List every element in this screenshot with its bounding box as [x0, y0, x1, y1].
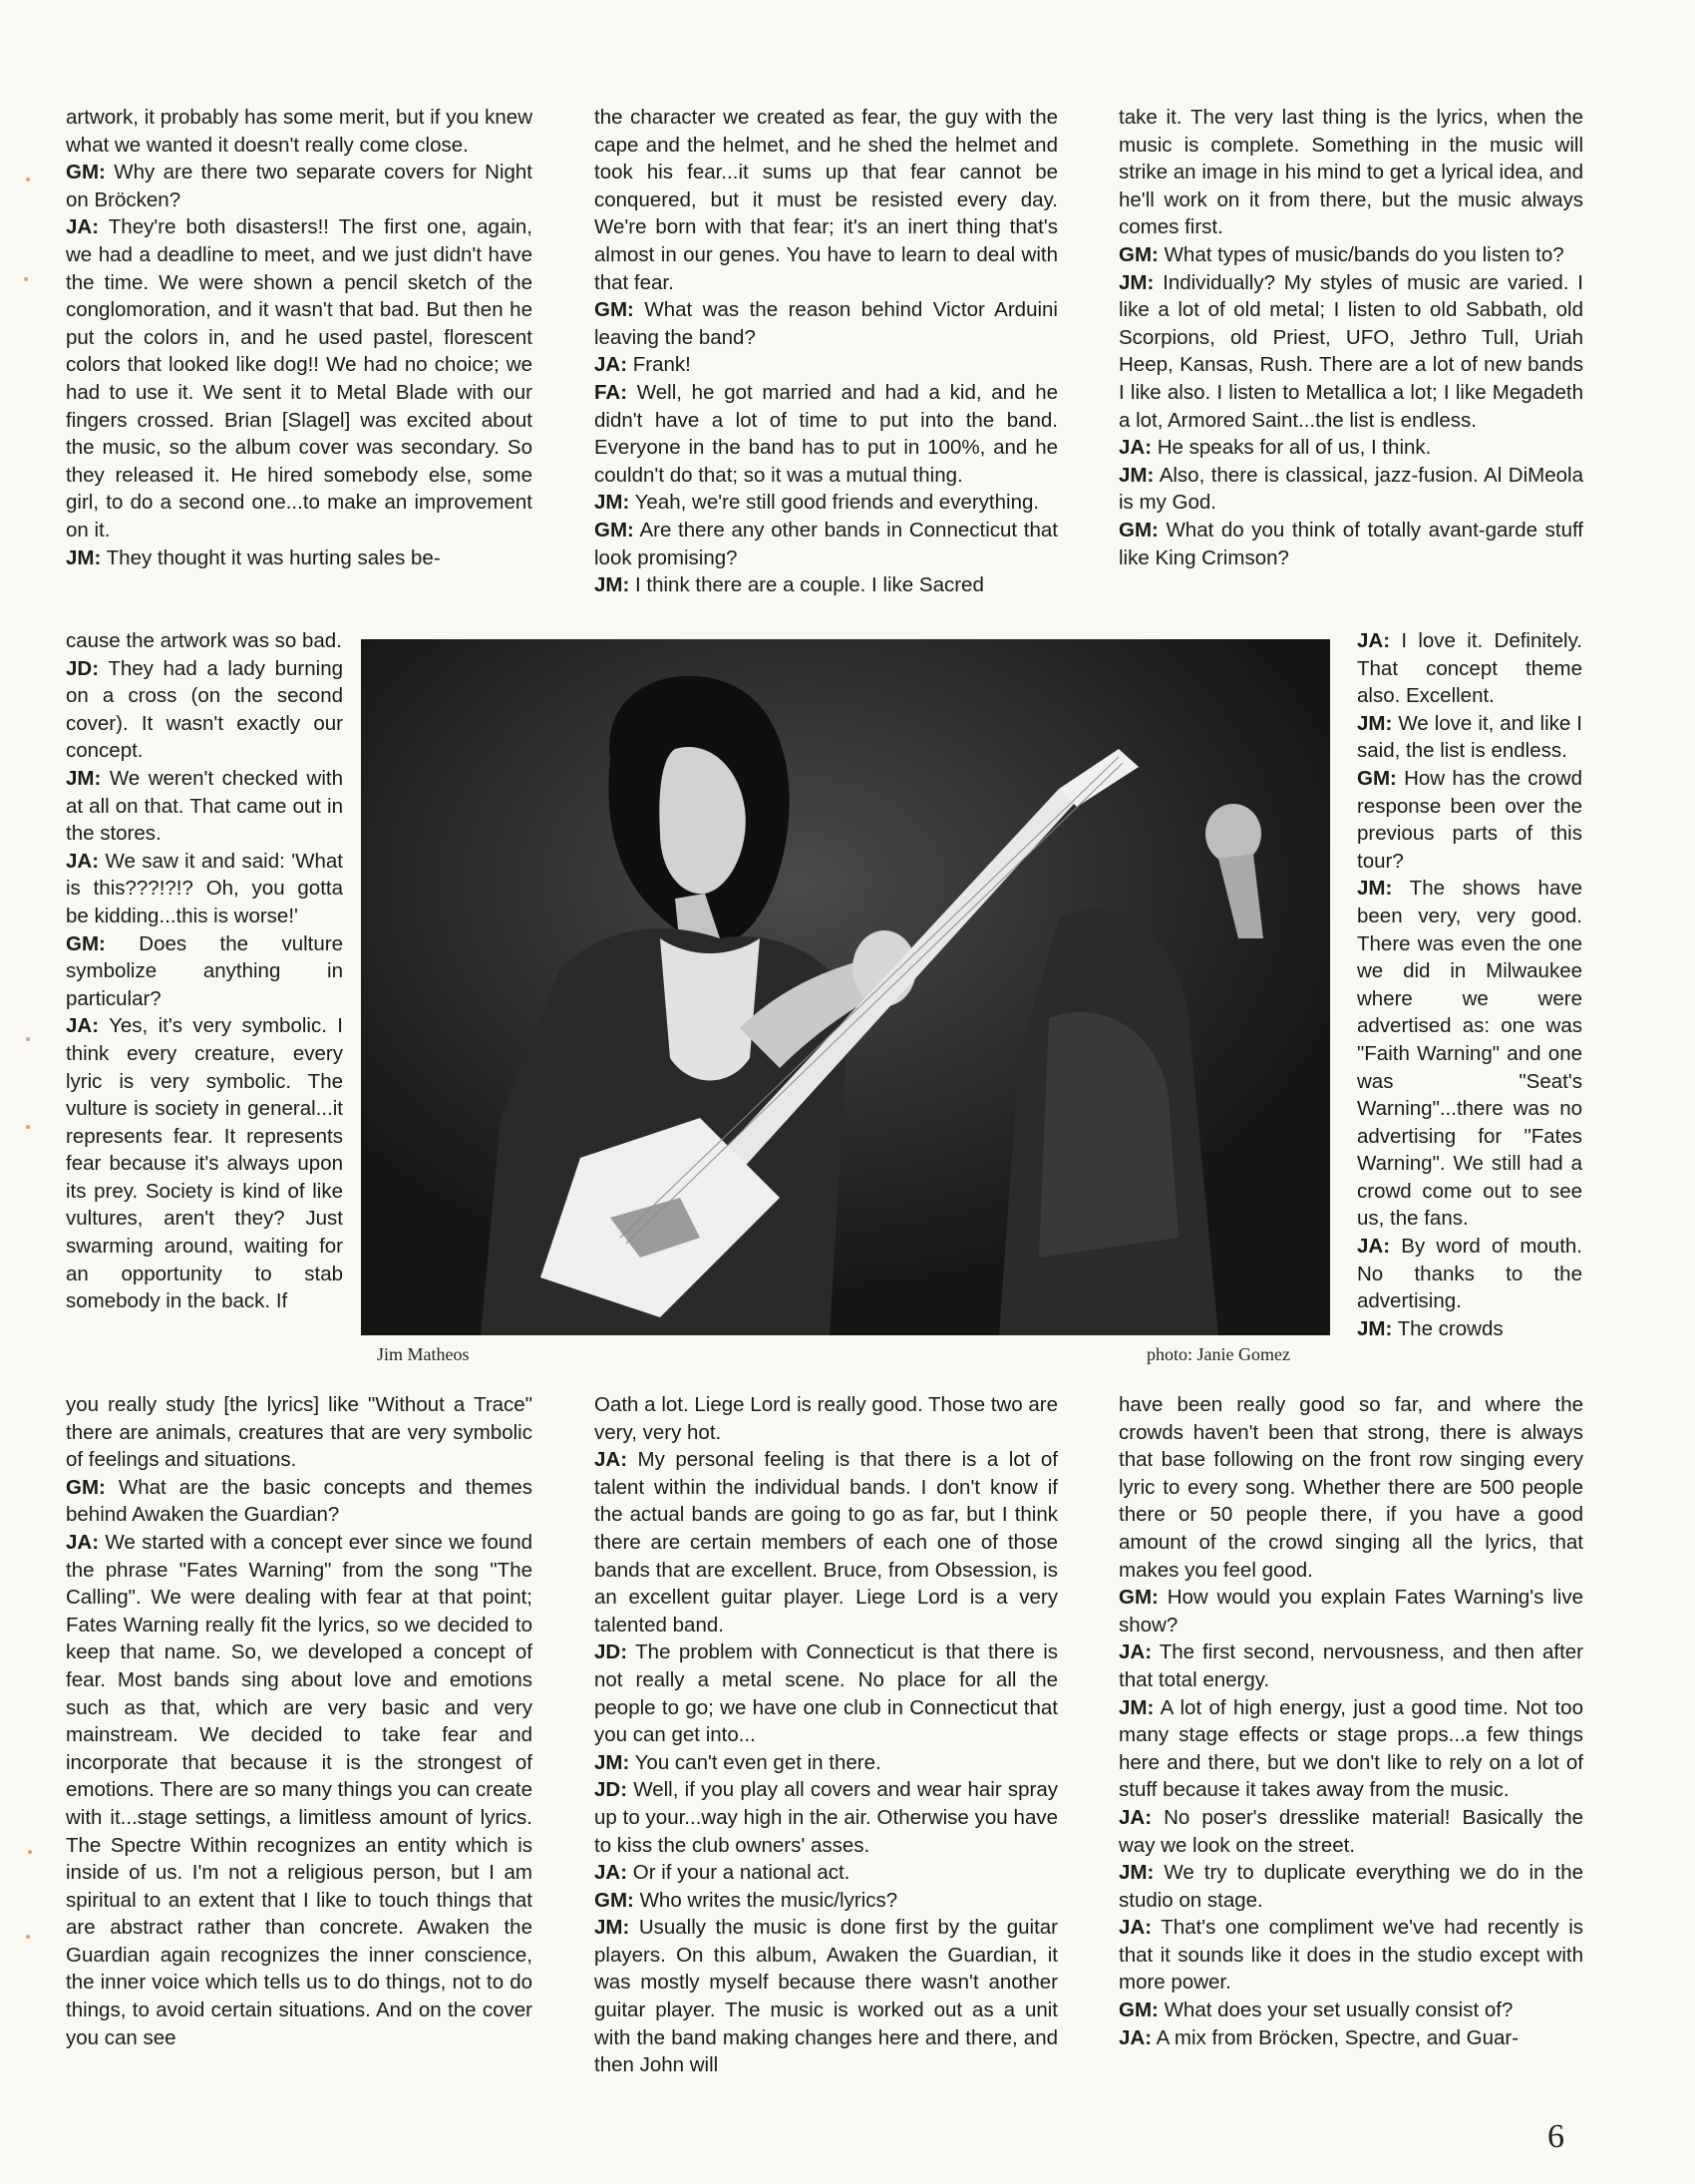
- photo-caption-subject: Jim Matheos: [377, 1344, 470, 1364]
- speaker-initials: JA:: [66, 1014, 100, 1038]
- paragraph-text: By word of mouth. No thanks to the advertising.: [1357, 1235, 1583, 1313]
- interview-paragraph: [1119, 1997, 1583, 2024]
- paragraph-text: We started with a concept ever since we found the phrase "Fates Warning" from the song "The Calling". We were dealing with fear at that point; Fates Warning really fit the lyrics, so we decided to keep that name. So, we developed a concept of fear. Most bands sing about love and emotions such as that, which are very basic and very mainstream. We decided to take fear and incorporate that because it is the strongest of emotions. There are so many things you can create with it...stage settings, a limitless amount of lyrics. The Spectre Within recognizes an entity which is inside of us. I'm not a religious person, but I am spiritual to an extent that I like to touch things that are abstract rather than concrete. Awaken the Guardian again recognizes the inner conscience, the inner voice which tells us to do things, not to do things, to avoid certain situations. And on the cover you can see: [66, 1530, 533, 2049]
- speaker-initials: JA:: [66, 215, 100, 239]
- speaker-initials: GM:: [66, 161, 106, 184]
- paragraph-text: We try to duplicate everything we do in the studio on stage.: [1119, 1861, 1583, 1912]
- column-2-bottom: [594, 1391, 1058, 2079]
- speaker-initials: JM:: [1357, 877, 1393, 901]
- interview-paragraph: [66, 545, 532, 572]
- interview-paragraph: [594, 1638, 1058, 1748]
- paragraph-text: We love it, and like I said, the list is endless.: [1357, 711, 1582, 763]
- speaker-initials: JA:: [594, 353, 628, 377]
- paragraph-text: What do you think of totally avant-garde stuff like King Crimson?: [1119, 518, 1583, 569]
- interview-paragraph: [66, 930, 343, 1013]
- speaker-initials: JM:: [1119, 270, 1155, 294]
- speaker-initials: GM:: [1119, 242, 1159, 266]
- paragraph-text: Who writes the music/lyrics?: [639, 1888, 898, 1912]
- margin-speck: [24, 277, 28, 281]
- paragraph-text: The crowds: [1397, 1316, 1504, 1340]
- paragraph-text: the character we created as fear, the guy with the cape and the helmet, and he shed the helmet and took his fear...it sums up that fear cannot be conquered, but it must be resisted every day. We're born with that fear; it's an inert thing that's almost in our genes. You have to learn to deal with that fear.: [594, 106, 1058, 294]
- interview-paragraph: [1357, 710, 1582, 765]
- speaker-initials: JD:: [594, 1778, 628, 1802]
- paragraph-text: Yes, it's very symbolic. I think every creature, every lyric is very symbolic. The vulture is society in general...it represents fear. It represents fear because it's always upon its prey. Society is kind of like vultures, aren't they? Just swarming around, waiting for an opportunity to stab somebody in the back. If: [66, 1014, 343, 1313]
- interview-paragraph: [1119, 104, 1583, 241]
- paragraph-text: What are the basic concepts and themes behind Awaken the Guardian?: [66, 1475, 533, 1527]
- interview-paragraph: [594, 1859, 1058, 1887]
- speaker-initials: JM:: [594, 1750, 630, 1774]
- interview-paragraph: [1119, 1804, 1583, 1859]
- paragraph-text: I love it. Definitely. That concept theme also. Excellent.: [1357, 629, 1582, 708]
- paragraph-text: How has the crowd response been over the previous parts of this tour?: [1357, 766, 1582, 873]
- interview-paragraph: [594, 1391, 1058, 1446]
- margin-speck: [26, 1125, 30, 1129]
- interview-paragraph: [1119, 2024, 1583, 2052]
- paragraph-text: Frank!: [632, 353, 691, 377]
- speaker-initials: JM:: [594, 491, 630, 515]
- interview-paragraph: [594, 296, 1058, 351]
- interview-paragraph: [66, 848, 343, 930]
- interview-paragraph: [1119, 1694, 1583, 1804]
- speaker-initials: JA:: [66, 1530, 100, 1554]
- speaker-initials: JM:: [1119, 1861, 1155, 1885]
- paragraph-text: A mix from Bröcken, Spectre, and Guar-: [1156, 2025, 1520, 2049]
- paragraph-text: You can't even get in there.: [634, 1750, 881, 1774]
- paragraph-text: have been really good so far, and where the crowds haven't been that strong, there is always that base following on the front row singing every lyric to every song. Whether there are 500 people there or 50 people there, if you have a good amount of the crowd singing all the lyrics, that makes you feel good.: [1119, 1393, 1583, 1582]
- speaker-initials: JM:: [66, 546, 102, 569]
- column-3-top: [1119, 104, 1583, 571]
- interview-paragraph: [1357, 875, 1582, 1233]
- paragraph-text: Individually? My styles of music are varied. I like a lot of old metal; I listen to old Sabbath, old Scorpions, old Priest, UFO, Jethro Tull, Uriah Heep, Kansas, Rush. There are a lot of new bands I like also. I listen to Metallica a lot; I like Megadeth a lot, Armored Saint...the list is endless.: [1119, 270, 1583, 432]
- interview-paragraph: [1119, 1859, 1583, 1914]
- paragraph-text: We weren't checked with at all on that. That came out in the stores.: [66, 766, 343, 846]
- interview-paragraph: [1119, 462, 1583, 517]
- paragraph-text: Well, he got married and had a kid, and he didn't have a lot of time to put into the band. Everyone in the band has to put in 100%, and he couldn't do that; so it was a mutual thing.: [594, 380, 1058, 487]
- paragraph-text: They're both disasters!! The first one, again, we had a deadline to meet, and we just didn't have the time. We were shown a pencil sketch of the conglomoration, and it wasn't that bad. But then he put the colors in, and he used pastel, florescent colors that looked like dog!! We had no choice; we had to use it. We sent it to Metal Blade with our fingers crossed. Brian [Slagel] was excited about the music, so the album cover was secondary. So they released it. He hired somebody else, some girl, to do a second one...to make an improvement on it.: [66, 215, 532, 542]
- paragraph-text: The shows have been very, very good. There was even the one we did in Milwaukee where we were advertised as: one was "Faith Warning" and one was "Seat's Warning"...there was no advertising for "Fates Warning". We still had a crowd come out to see us, the fans.: [1357, 877, 1582, 1231]
- speaker-initials: GM:: [1357, 766, 1397, 790]
- paragraph-text: They had a lady burning on a cross (on the second cover). It wasn't exactly our concept.: [66, 656, 343, 763]
- paragraph-text: Yeah, we're still good friends and everything.: [634, 491, 1040, 515]
- interview-paragraph: [594, 1749, 1058, 1777]
- speaker-initials: GM:: [1119, 1586, 1159, 1610]
- paragraph-text: Usually the music is done first by the guitar players. On this album, Awaken the Guardian, it was mostly myself because there wasn't another guitar player. The music is worked out as a unit with the band making changes here and there, and then John will: [594, 1916, 1058, 2077]
- paragraph-text: What does your set usually consist of?: [1164, 1999, 1514, 2022]
- interview-paragraph: [66, 213, 532, 544]
- interview-paragraph: [594, 1914, 1058, 2079]
- speaker-initials: JM:: [66, 766, 102, 790]
- interview-paragraph: [1357, 627, 1582, 710]
- interview-paragraph: [1119, 517, 1583, 571]
- interview-paragraph: [1357, 1315, 1582, 1343]
- interview-paragraph: [1119, 434, 1583, 462]
- paragraph-text: Are there any other bands in Connecticut that look promising?: [594, 518, 1058, 569]
- paragraph-text: What was the reason behind Victor Arduini leaving the band?: [594, 298, 1058, 349]
- speaker-initials: JM:: [1119, 463, 1155, 487]
- interview-paragraph: [66, 655, 343, 765]
- interview-paragraph: [594, 517, 1058, 571]
- speaker-initials: GM:: [594, 1888, 634, 1912]
- paragraph-text: What types of music/bands do you listen to?: [1164, 242, 1564, 266]
- margin-speck: [26, 1935, 30, 1939]
- paragraph-text: take it. The very last thing is the lyrics, when the music is complete. Something in the music will strike an image in his mind to get a lyrical idea, and he'll work on it from there, but the music always comes first.: [1119, 106, 1583, 239]
- paragraph-text: How would you explain Fates Warning's live show?: [1119, 1586, 1583, 1637]
- paragraph-text: Why are there two separate covers for Night on Bröcken?: [66, 161, 532, 211]
- interview-paragraph: [594, 571, 1058, 599]
- speaker-initials: JM:: [1357, 711, 1393, 735]
- column-1-bottom: [66, 1391, 532, 2051]
- paragraph-text: artwork, it probably has some merit, but if you knew what we wanted it doesn't really come close.: [66, 106, 532, 157]
- margin-speck: [26, 178, 30, 182]
- concert-photo: [361, 639, 1330, 1335]
- interview-paragraph: [1119, 1391, 1583, 1584]
- paragraph-text: No poser's dresslike material! Basically the way we look on the street.: [1119, 1805, 1583, 1857]
- speaker-initials: JA:: [1119, 1640, 1153, 1664]
- speaker-initials: JD:: [594, 1640, 628, 1664]
- interview-paragraph: [66, 1391, 532, 1474]
- paragraph-text: Or if your a national act.: [632, 1861, 850, 1885]
- column-1-top: [66, 104, 532, 571]
- interview-paragraph: [594, 1776, 1058, 1859]
- speaker-initials: JM:: [594, 1916, 630, 1940]
- speaker-initials: JA:: [1119, 2025, 1153, 2049]
- paragraph-text: Does the vulture symbolize anything in particular?: [66, 931, 343, 1010]
- paragraph-text: I think there are a couple. I like Sacred: [635, 573, 984, 597]
- speaker-initials: GM:: [594, 298, 634, 322]
- interview-paragraph: [594, 104, 1058, 296]
- paragraph-text: Well, if you play all covers and wear hair spray up to your...way high in the air. Otherwise you have to kiss the club owners' asses.: [594, 1778, 1058, 1857]
- speaker-initials: GM:: [66, 931, 106, 955]
- interview-paragraph: [66, 104, 532, 159]
- interview-paragraph: [66, 765, 343, 848]
- speaker-initials: JA:: [1357, 629, 1391, 652]
- interview-paragraph: [1357, 1233, 1582, 1315]
- paragraph-text: A lot of high energy, just a good time. Not too many stage effects or stage props...a few things here and there, but we don't like to rely on a lot of stuff because it takes away from the music.: [1119, 1695, 1583, 1802]
- paragraph-text: you really study [the lyrics] like "Without a Trace" there are animals, creatures that are very symbolic of feelings and situations.: [66, 1393, 532, 1472]
- column-3-beside-photo: [1357, 627, 1582, 1342]
- speaker-initials: JM:: [1119, 1695, 1155, 1719]
- paragraph-text: We saw it and said: 'What is this???!?!? Oh, you gotta be kidding...this is worse!': [66, 849, 343, 927]
- paragraph-text: The first second, nervousness, and then after that total energy.: [1119, 1640, 1584, 1691]
- paragraph-text: They thought it was hurting sales be-: [106, 546, 441, 569]
- speaker-initials: GM:: [1119, 1999, 1159, 2022]
- column-3-bottom: [1119, 1391, 1583, 2051]
- speaker-initials: JA:: [594, 1861, 628, 1885]
- interview-paragraph: [1357, 765, 1582, 875]
- interview-paragraph: [66, 1012, 343, 1315]
- speaker-initials: JD:: [66, 656, 100, 680]
- interview-paragraph: [1119, 269, 1583, 435]
- margin-speck: [26, 1037, 30, 1041]
- interview-paragraph: [594, 1887, 1058, 1915]
- paragraph-text: Oath a lot. Liege Lord is really good. Those two are very, very hot.: [594, 1393, 1058, 1444]
- interview-paragraph: [1119, 241, 1583, 269]
- paragraph-text: cause the artwork was so bad.: [66, 629, 342, 652]
- speaker-initials: GM:: [1119, 518, 1159, 542]
- interview-paragraph: [1119, 1584, 1583, 1638]
- speaker-initials: JA:: [1357, 1235, 1391, 1259]
- speaker-initials: JA:: [66, 849, 100, 873]
- interview-paragraph: [66, 1529, 532, 2051]
- page-number: 6: [1547, 2118, 1564, 2155]
- paragraph-text: He speaks for all of us, I think.: [1157, 436, 1432, 460]
- interview-paragraph: [66, 1474, 532, 1529]
- guitarist-photo-illustration: [361, 639, 1330, 1335]
- interview-paragraph: [594, 489, 1058, 517]
- speaker-initials: JA:: [1119, 1805, 1153, 1829]
- interview-paragraph: [594, 379, 1058, 489]
- interview-paragraph: [594, 351, 1058, 379]
- speaker-initials: GM:: [66, 1475, 106, 1499]
- speaker-initials: JA:: [1119, 1916, 1153, 1940]
- speaker-initials: GM:: [594, 518, 634, 542]
- paragraph-text: My personal feeling is that there is a lot of talent within the individual bands. I don't know if the actual bands are going to go as far, but I think there are certain members of each one of those bands that are excellent. Bruce, from Obsession, is an excellent guitar player. Liege Lord is a very talented band.: [594, 1448, 1058, 1637]
- paragraph-text: Also, there is classical, jazz-fusion. Al DiMeola is my God.: [1119, 463, 1583, 515]
- column-1-beside-photo: [66, 627, 343, 1315]
- interview-paragraph: [594, 1446, 1058, 1638]
- paragraph-text: The problem with Connecticut is that there is not really a metal scene. No place for all the people to go; we have one club in Connecticut that you can get into...: [594, 1640, 1058, 1747]
- photo-credit: photo: Janie Gomez: [1147, 1344, 1290, 1364]
- speaker-initials: JM:: [594, 573, 630, 597]
- interview-paragraph: [66, 159, 532, 213]
- column-2-top: [594, 104, 1058, 599]
- interview-paragraph: [1119, 1638, 1583, 1693]
- speaker-initials: JA:: [594, 1448, 628, 1472]
- margin-speck: [28, 1850, 32, 1854]
- speaker-initials: JM:: [1357, 1316, 1393, 1340]
- speaker-initials: FA:: [594, 380, 628, 404]
- paragraph-text: That's one compliment we've had recently is that it sounds like it does in the studio except with more power.: [1119, 1916, 1583, 1995]
- speaker-initials: JA:: [1119, 436, 1153, 460]
- interview-paragraph: [66, 627, 343, 655]
- interview-paragraph: [1119, 1914, 1583, 1997]
